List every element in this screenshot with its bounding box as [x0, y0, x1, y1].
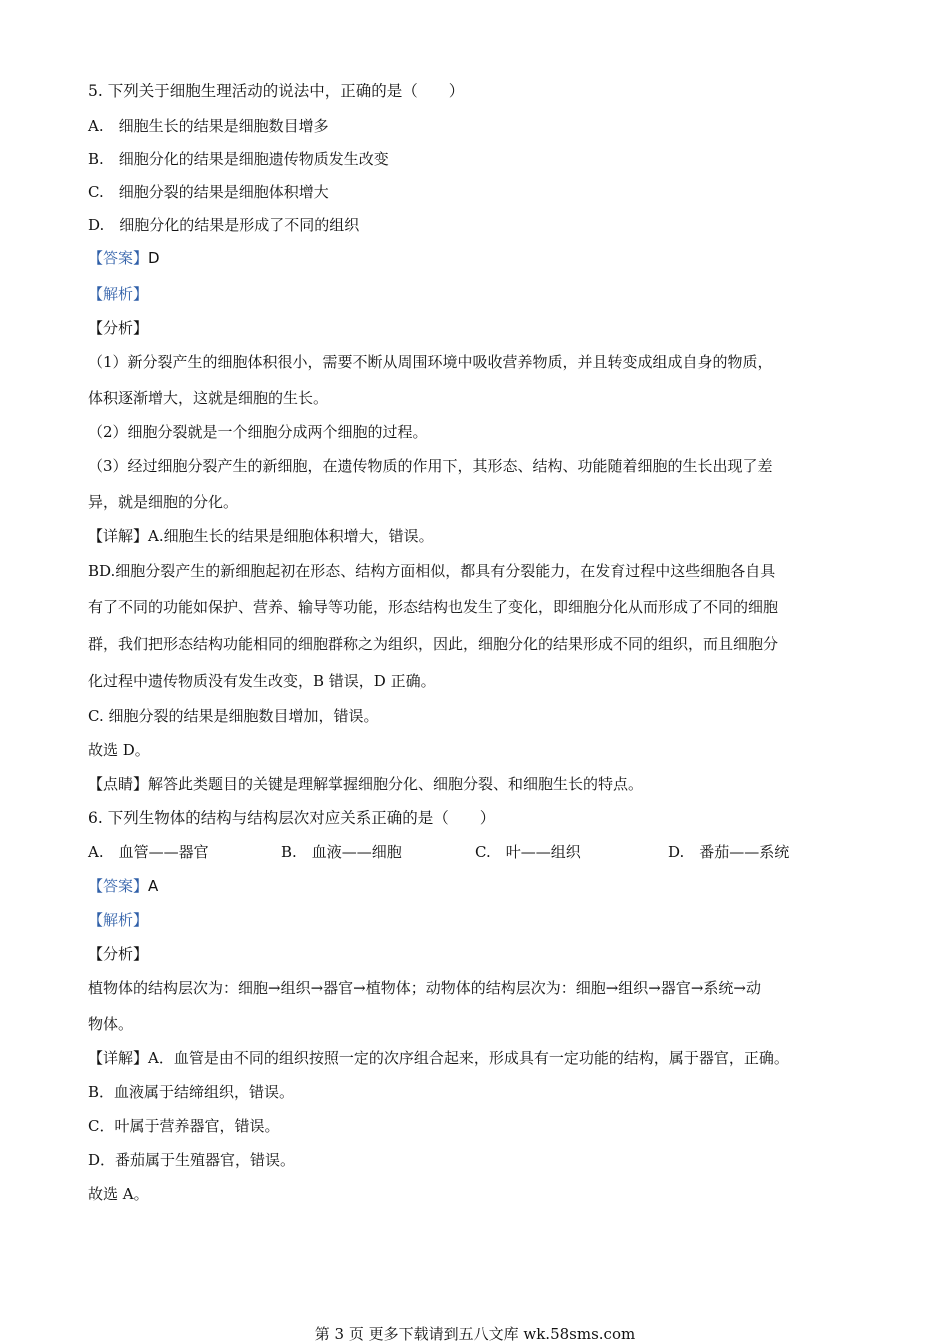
q5-option-a: A. 细胞生长的结果是细胞数目增多 [88, 117, 329, 135]
detail-tag: 【详解】 [88, 1049, 149, 1067]
q6-options-row [88, 842, 863, 862]
answer-tag: 【答案】 [88, 249, 149, 267]
q5-detail-line: 故选 D。 [88, 741, 150, 759]
q5-answer [88, 248, 160, 268]
q5-analysis-tag: 【解析】 [88, 285, 149, 303]
question-6-stem: 6. 下列生物体的结构与结构层次对应关系正确的是（ ） [88, 809, 496, 827]
q6-option-c: C. 叶——组织 [475, 843, 581, 861]
q6-detail-line: D．番茄属于生殖器官，错误。 [88, 1151, 296, 1169]
q5-detail-line: C. 细胞分裂的结果是细胞数目增加，错误。 [88, 707, 379, 725]
q5-detail-line: BD.细胞分裂产生的新细胞起初在形态、结构方面相似，都具有分裂能力，在发育过程中这些细胞各自具 [88, 562, 776, 580]
q5-option-b: B. 细胞分化的结果是细胞遗传物质发生改变 [88, 150, 389, 168]
detail-tag: 【详解】 [88, 527, 149, 545]
q5-fenxi-line: （2）细胞分裂就是一个细胞分成两个细胞的过程。 [88, 423, 428, 441]
q6-analysis-tag: 【解析】 [88, 911, 149, 929]
q5-fenxi-line: （3）经过细胞分裂产生的新细胞，在遗传物质的作用下，其形态、结构、功能随着细胞的生长出现了差 [88, 457, 773, 475]
q5-option-d: D. 细胞分化的结果是形成了不同的组织 [88, 216, 360, 234]
q6-fenxi-line: 物体。 [88, 1015, 134, 1033]
dianjing-text: 解答此类题目的关键是理解掌握细胞分化、细胞分裂、和细胞生长的特点。 [148, 775, 644, 793]
q5-detail-first [88, 526, 434, 546]
q6-fenxi-line: 植物体的结构层次为：细胞→组织→器官→植物体；动物体的结构层次为：细胞→组织→器官→系统→动 [88, 979, 761, 997]
q5-fenxi-tag: 【分析】 [88, 319, 149, 337]
q6-answer [88, 876, 158, 896]
dianjing-tag: 【点睛】 [88, 775, 149, 793]
q6-detail-first [88, 1048, 789, 1068]
q5-fenxi-line: 体积逐渐增大，这就是细胞的生长。 [88, 389, 329, 407]
q5-detail-line: 化过程中遗传物质没有发生改变，B 错误，D 正确。 [88, 672, 436, 690]
page-footer: 第 3 页 更多下载请到五八文库 wk.58sms.com [314, 1325, 636, 1343]
q5-detail-line: 有了不同的功能如保护、营养、输导等功能，形态结构也发生了变化，即细胞分化从而形成了不同的细胞 [88, 598, 779, 616]
q5-fenxi-line: （1）新分裂产生的细胞体积很小，需要不断从周围环境中吸收营养物质，并且转变成组成自身的物质， [88, 353, 773, 371]
answer-value: A [148, 877, 159, 895]
q6-option-d: D. 番茄——系统 [668, 843, 790, 861]
q6-option-a: A. 血管——器官 [88, 843, 209, 861]
q6-fenxi-tag: 【分析】 [88, 945, 149, 963]
q6-option-b: B. 血液——细胞 [281, 843, 402, 861]
detail-text: A.细胞生长的结果是细胞体积增大，错误。 [148, 527, 434, 545]
q5-dianjing [88, 774, 643, 794]
q5-fenxi-line: 异，就是细胞的分化。 [88, 493, 239, 511]
answer-value: D [148, 249, 160, 267]
q6-detail-line: B．血液属于结缔组织，错误。 [88, 1083, 295, 1101]
question-5-stem: 5. 下列关于细胞生理活动的说法中，正确的是（ ） [88, 82, 465, 100]
q5-detail-line: 群，我们把形态结构功能相同的细胞群称之为组织，因此，细胞分化的结果形成不同的组织，而且细胞分 [88, 635, 779, 653]
q6-detail-line: 故选 A。 [88, 1185, 149, 1203]
detail-text: A．血管是由不同的组织按照一定的次序组合起来，形成具有一定功能的结构，属于器官，正确。 [148, 1049, 789, 1067]
q5-option-c: C. 细胞分裂的结果是细胞体积增大 [88, 183, 329, 201]
q6-detail-line: C．叶属于营养器官，错误。 [88, 1117, 280, 1135]
answer-tag: 【答案】 [88, 877, 149, 895]
